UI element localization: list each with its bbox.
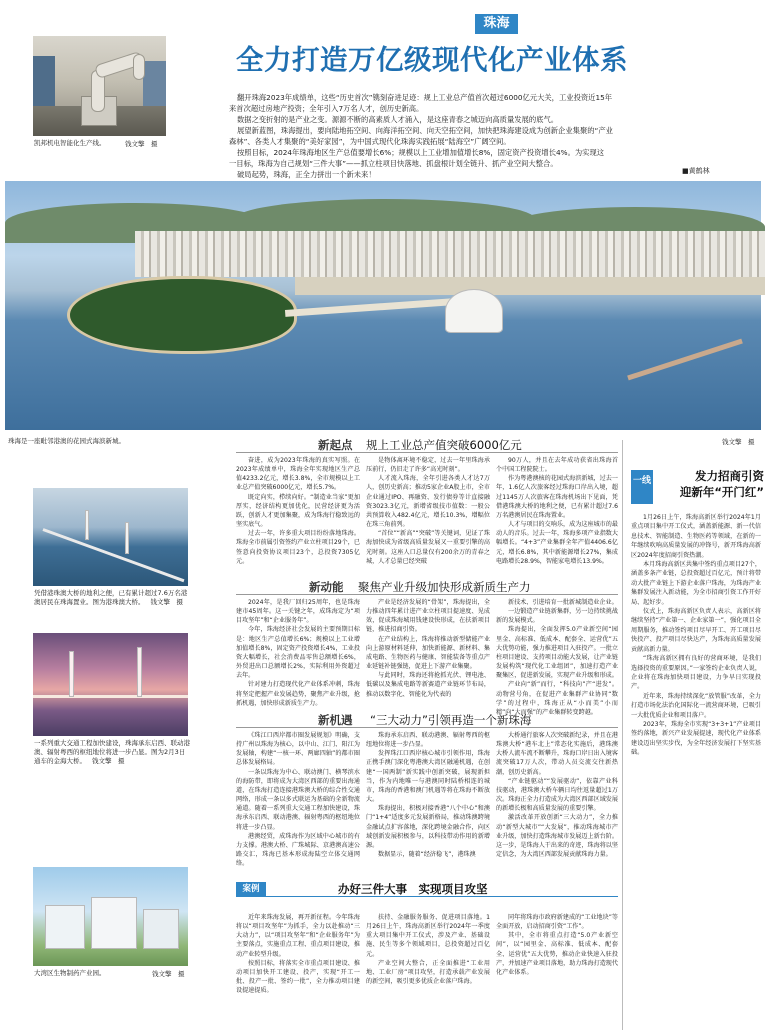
bridge2-photo-caption xyxy=(34,739,190,766)
bridge-deck-shape xyxy=(42,528,184,582)
paragraph: 产业空间大整合，正全面推进“工业用地、工业厂房”项目攻坚，打造承载产业发展的新空间，吸引更多优质企业落户珠海。 xyxy=(366,959,490,986)
author-byline: ■黄鹤林 xyxy=(682,167,710,175)
bridge-tower-shape xyxy=(125,522,129,554)
sidebar-title-line: 迎新年“开门红” xyxy=(679,485,764,499)
section1-column-1 xyxy=(236,456,360,580)
shoreline-shape xyxy=(295,277,765,295)
paragraph: 是物体离环境不稳定，过去一年里珠海承压前行，仍旧走了许多“高光时刻”。 xyxy=(366,457,490,474)
paragraph: 过去一年，许多重大项目纷纷落地珠海。珠海全市前属引资签约产业立柱项目29个，已签意向投资协议项目23个，总投资7305亿元。 xyxy=(236,530,360,565)
paragraph: 按照目标，将落实全市重点项目建设、推动项目加快开工建设、投产，实现“开工一批、投产一批、签约一批”，全力推动项目建设提速提质。 xyxy=(236,959,360,995)
harbor-photo-caption: 珠海是一座毗邻港澳的花园式海滨新城。 xyxy=(8,437,125,445)
case-column-3 xyxy=(496,913,618,1030)
case-section-tag: 案例 xyxy=(236,882,266,896)
section3-tag: 新机遇 xyxy=(318,713,353,727)
paragraph: 2024年，是我厂回归25周年，也是珠海建市45周年。这一关键之年，成珠海定为“项目攻坚年”和“企业服务年”。 xyxy=(236,599,360,625)
paragraph: 珠海提出，积极对接香港“八个中心”和澳门“1+4”适度多元发展新格局，推动珠澳跨境金融试点扩容落地，深化跨境金融合作，向区域创新发展积极参与，以科技带动作用的新增源。 xyxy=(366,805,490,849)
section3-rule xyxy=(236,727,618,728)
section1-tag: 新起点 xyxy=(318,438,353,452)
building-shape xyxy=(91,897,137,949)
bridge1-photo-credit: 钱文擎 摄 xyxy=(150,598,183,606)
paragraph: 2023年，珠海全市实现“3+3+1”产业项目签约落地，新兴产业发展提速，现代化产业体系建设迈出坚实步伐，为全年经济发展打下坚实基础。 xyxy=(631,720,761,757)
sidebar-tag: 一线 xyxy=(631,470,653,504)
biopharma-park-photo xyxy=(33,867,188,966)
robot-photo-caption: 凯邦机电智能化生产线。 xyxy=(34,139,106,147)
paragraph: 港澳经贸，成珠海作为区域中心城市的有力支撑。港澳大桥、广珠城际、京港澳高速公路交汇，珠海已基本形成海陆空立体交通网络。 xyxy=(236,832,360,868)
paragraph: 其中，全市将重点打造“5.0产业新空间”，以“园里金、高标准、低成本、配套全、运营优”五大优势，推动企业快速入驻投产，并加速产业项目落地，助力珠海打造现代化产业体系。 xyxy=(496,932,618,976)
robot-production-line-photo xyxy=(33,36,166,136)
paragraph: 在产业结构上，珠海将推动新型储能产业向上游原材料延伸，加快新能源、新材料、集成电路、生物医药与健康、智能装备等重点产业延链补链强链，促进上下游产业集聚。 xyxy=(366,635,490,671)
case-section-title: 办好三件大事 实现项目攻坚 xyxy=(338,882,488,896)
section2-title: 聚焦产业升级加快形成新质生产力 xyxy=(358,580,531,594)
zhuhai-harbor-photo xyxy=(5,181,761,430)
island-shape xyxy=(67,276,297,354)
lead-line: 按照目标，2024年珠海地区生产总值要增长6%；规模以上工业增加值增长8%，固定资产投资增长4%。为实现这 xyxy=(237,148,605,157)
paragraph: 1月26日上午，珠海高新区举行2024年1月重点项目集中开工仪式，涵盖新能源、新一代信息技术、智能制造、生物医药等领域，在新的一年继续吹响高质量发展的冲锋号，新开珠海高新区2024年度招商引资热潮。 xyxy=(631,514,761,559)
paragraph: 与此同时，珠海还将抢抓光伏、锂电池、低碳以及集成电路等新赛道产业链环节布局，推动以数字化、智能化为代表的 xyxy=(366,672,490,698)
city-skyline-shape xyxy=(135,231,765,277)
section3-column-3 xyxy=(496,731,618,873)
bridge-tower-shape xyxy=(69,651,74,697)
bridge-deck-shape xyxy=(33,695,188,698)
paragraph: 今年，珠海经济社会发展的主要预期目标是：地区生产总值增长6%；规模以上工业增加值增长8%，固定资产投资增长4%，工业投资大幅增长，社会消费品零售总额增长6%，外贸进出口总额增长2%，实际利用外资超过去年。 xyxy=(236,626,360,680)
opera-house-shape xyxy=(445,289,503,333)
paragraph: 近年来，珠海持续深化“放管服”改革，全力打造市场化法治化国际化一流营商环境，已吸引一大批优质企业和项目落户。 xyxy=(631,692,761,719)
paragraph: 数据显示，随着“经济稳飞”，港珠澳 xyxy=(378,851,476,859)
pier-shape xyxy=(627,339,743,381)
paragraph: 珠海承东启西、联动港澳、辐射粤西的枢纽地位将进一步凸显。 xyxy=(366,732,490,749)
paragraph: 奋进，成为2023年珠海的真实写照。在2023年成绩单中，珠海全年实现地区生产总值4233.2亿元，增长3.8%，全市规模以上工业总产值突破6000亿元，增长5.7%。 xyxy=(236,457,360,492)
bridge-tower-shape xyxy=(137,647,142,697)
sidebar-divider xyxy=(622,440,623,1030)
bridge2-photo-credit: 钱文擎 摄 xyxy=(92,757,125,765)
paragraph: 既定向实，栉续向好。“制造业当家”更加厚实，经济结构更加优化，民营经济更为活跃，创新人才更加集聚，成为珠海行稳致远的坚实底气。 xyxy=(236,493,360,529)
paragraph: “产业链驱动”“发展驱动”，依靠产业科技驱动，港珠澳大桥车辆日均往返量超过1万次。珠海正全力打造成为大湾区西部区域发展的新增长极和高质量发展的重要引擎。 xyxy=(496,777,618,813)
paragraph: 近年来珠海发展，再开新征程。今年珠海将以“项目攻坚年”为抓手，全力以赴推动“三大动力”，以“项目攻坚年”和“企业服务年”为主要落点，实施重点工程、重点项目建设，推动产业转型升级。 xyxy=(236,914,360,958)
paragraph: 一边锻造产业链新集群，另一边持续挑战新的发展模式。 xyxy=(496,608,618,625)
section2-column-1 xyxy=(236,598,360,710)
paragraph: 一条以珠海为中心、联动澳门、横琴滨水的海防带，即将成为大湾区西部的重要出海通道，在珠海打造连接港珠澳大桥的综合性交通网络，形成一条以多式联运为基础的全新物流通道。随着一系列重大交通工程加快建设，珠海承东启西、联动港澳、辐射粤西的枢纽地位将进一步凸显。 xyxy=(236,768,360,831)
paragraph: 产业向“新”而行，“科技向”产“进发”。动物营号角，在促进产业集群产业协同“数学”的过程中，珠海正从“小而美”小而精”向“大而强”的产业集群转变跨越。 xyxy=(496,681,618,716)
paragraph: 人才流入珠海，全年引进各类人才达7万人，创历史新高；推动5家企业A股上市，全市企业通过IPO、再融资、发行债券等计直接融资3023.3亿元，新增省级技市值数：一般公共预算收入482.4亿元，增长10.3%，增幅位在珠三角前列。 xyxy=(366,475,490,529)
section3-column-2 xyxy=(366,731,490,873)
case-column-2 xyxy=(366,913,490,1030)
lead-line: 森林”、各类人才集聚的“美好家园”，为中国式现代化珠海实践拓展“陆海空”广阔空间。 xyxy=(229,137,511,146)
lead-line: 翻开珠海2023年成绩单，这些“历史首次”镌刻奋进足迹：规上工业总产值首次超过6000亿元大关，工业投资近15年 xyxy=(237,93,613,102)
paragraph: 激活改革开放创新“三大动力”，全力推动“新型大城市”“大发展”，推动珠海城市产业升级，加快打造珠海城市发展迈上新台阶。这一步，是珠海人干出来的奇迹，珠海将以坚定信念，为大湾区西部发展贡献珠海力量。 xyxy=(496,814,618,859)
building-shape xyxy=(143,909,179,949)
paragraph: 大桥通行旅客人次突破新纪录，并且在港珠澳大桥“港车北上”常态化实施后，港珠澳大桥人流车流不断攀升，珠海口岸日出入境客流突破17万人次，带动人员交流交往新热潮，创历史新高。 xyxy=(496,732,618,776)
case-section-rule xyxy=(236,896,618,897)
bridge1-photo-caption xyxy=(34,589,190,607)
causeway-shape xyxy=(285,298,455,317)
sidebar-body xyxy=(631,513,761,1030)
paragraph: “珠海高新区拥有良好的营商环境，是我们选择投资的重要原因。”一家签约企业负责人说，企业将在珠海加快项目建设，力争早日实现投产。 xyxy=(631,655,761,691)
paragraph: 同年将珠海市政府新建成的“工业地块”等全面开放，启动招商引资“工作”。 xyxy=(496,914,618,931)
section1-column-2 xyxy=(366,456,490,580)
bridge-tower-shape xyxy=(85,510,89,540)
paragraph: “首位”“新高”“突破”等关键词，见证了珠海加快成为省级高质量发展又一重要引擎的高光时刻。这座人口总量仅有200余万的青春之城，人才总量已经突破 xyxy=(366,530,490,565)
bridge2-caption-text: 一系列重大交通工程加快建设，珠海承东启西、联动港澳、辐射粤西的枢纽地位将进一步凸显。图为2月3日通车的金海大桥。 xyxy=(34,739,190,765)
paragraph: 仪式上，珠海高新区负责人表示，高新区将继续坚持“产业第一、企业家第一”，强化项目全周期服务，推动签约项目尽早开工、开工项目尽快投产、投产项目尽快达产，为珠海高质量发展贡献高新力量。 xyxy=(631,608,761,653)
section2-column-3 xyxy=(496,598,618,716)
city-tag: 珠海 xyxy=(475,14,518,34)
lead-line: 数据之变折射的是产业之变。源源不断的高素质人才涌入，是这座青春之城迈向高质量发展的底气。 xyxy=(237,115,559,124)
page-title: 全力打造万亿级现代化产业体系 xyxy=(236,44,628,76)
paragraph: 《珠江口西岸都市圈发展规划》明确，支持广州以珠海为核心，以中山、江门、阳江为发展轴，构建“一核一环、两廊四轴”的都市圈总体发展格局。 xyxy=(236,732,360,767)
harbor-photo-credit: 钱文擎 摄 xyxy=(722,438,755,446)
section1-rule xyxy=(236,452,618,453)
paragraph: 扶持、金融服务服务、促进项目落地。1月26日上午，珠海高新区举行2024年一季度重大项目集中开工仪式，涉及产业、基础设施、民生等多个领域项目，总投资超过百亿元。 xyxy=(366,914,490,958)
paragraph: 人才与项目的交响乐，成为这座城市的最动人的音乐。过去一年，珠海多项产业指数大幅增长。“4+3”产业集群全年产值4406.6亿元，增长6.8%，其中新能源增长27%，集成电路增长28.9%，智能家电增长13.9%。 xyxy=(496,521,618,565)
building-shape xyxy=(45,905,85,949)
section1-title: 规上工业总产值突破6000亿元 xyxy=(366,438,522,452)
hzmb-bridge-photo xyxy=(33,488,188,586)
section2-tag: 新动能 xyxy=(309,580,344,594)
lead-line: 展望新蓝图，珠海提出，要向陆地拓空间、向海洋拓空间、向天空拓空间，加快把珠海建设成为创新企业集聚的“产业 xyxy=(237,126,613,135)
sidebar-title-line: 发力招商引资 xyxy=(695,469,764,483)
lead-line: 破局起势，珠海，正全力拼出一个新未来！ xyxy=(237,170,376,179)
case-column-1 xyxy=(236,913,360,1030)
paragraph: 发挥珠江口西岸核心城市引领作用，珠海正携手澳门深化粤港澳大湾区融通机遇，在创建“一国两制”新实践中创新突破，展现新担当，作为内地唯一与港澳同时陆桥相连的城市，珠海的香港和澳门机遇等将在珠海不断放大。 xyxy=(366,750,490,804)
paragraph: 90万人，并且在去年成功获省出珠海首个中国工程院院士。 xyxy=(496,457,618,474)
bridge1-caption-text: 凭借港珠澳大桥的地利之便，已有累计超过7.6万名港澳居民在珠海置业。图为港珠澳大桥。 xyxy=(34,589,188,606)
paragraph: 珠海提出，全面发挥5.0产业新空间“园里金、高标准、低成本、配套全、运营优”五大优势功能，强力推进项目入驻投产。一批立柱项目建设、支持项目动能大发展，让产业链发展构筑“现代化工业组团”，加速打造产业聚集区，促进新发展，实现产业升级和形成。 xyxy=(496,626,618,680)
lab-photo-caption: 大湾区生物制药产业园。 xyxy=(34,969,106,977)
paragraph: 作为粤港澳核的花园式海滨新城，过去一年，1.6亿人次旅客经过珠海口岸出入境，超过1145万人次旅客在珠海机场出下见面，凭借港珠澳大桥的地利之便，已有累计超过7.6万名港澳居民在珠海置业。 xyxy=(496,475,618,519)
paragraph: 针对建力打造现代化产业体系冲刺，珠海将坚定把握产业发展趋势，聚焦产业升级，抢抓机遇，加快形成新质生产力。 xyxy=(236,681,360,707)
paragraph: 新技术、引进培育一批新城制造业企业。 xyxy=(508,599,618,606)
sidebar-title xyxy=(658,468,764,500)
section2-column-2 xyxy=(366,598,490,710)
paragraph: 产业是经济发展的“骨架”，珠海提出，全力推动四年累计进产业立柱项目提速度、见成效，促成珠海城用钱建设快形成，在扶新项目链，推进招商引资。 xyxy=(366,599,490,634)
robot-arm-shape xyxy=(133,54,145,80)
section3-column-1 xyxy=(236,731,360,873)
lead-line: 一目标，珠海为自己规划“三件大事”——抓立柱项目快落地、抓盘根计划全链升、抓产业空间大整合。 xyxy=(229,159,558,168)
jinhai-bridge-photo xyxy=(33,633,188,736)
section1-column-3 xyxy=(496,456,618,580)
section2-rule xyxy=(236,594,618,595)
paragraph: 本月珠海高新区共集中签约重点项目27个，涵盖多条产业链，总投资超过百亿元，预计将带动大批产业链上下游企业落户珠海，为珠海产业集群发展注入新动能，为全市招商引资工作开好局、起好步。 xyxy=(631,561,761,606)
section3-title: “三大动力”引领再造一个新珠海 xyxy=(370,713,532,727)
robot-photo-credit: 钱文擎 摄 xyxy=(125,140,158,148)
lab-photo-credit: 钱文擎 摄 xyxy=(152,970,185,978)
lead-line: 来首次超过房地产投资；全年引入7万名人才，创历史新高。 xyxy=(229,104,424,113)
